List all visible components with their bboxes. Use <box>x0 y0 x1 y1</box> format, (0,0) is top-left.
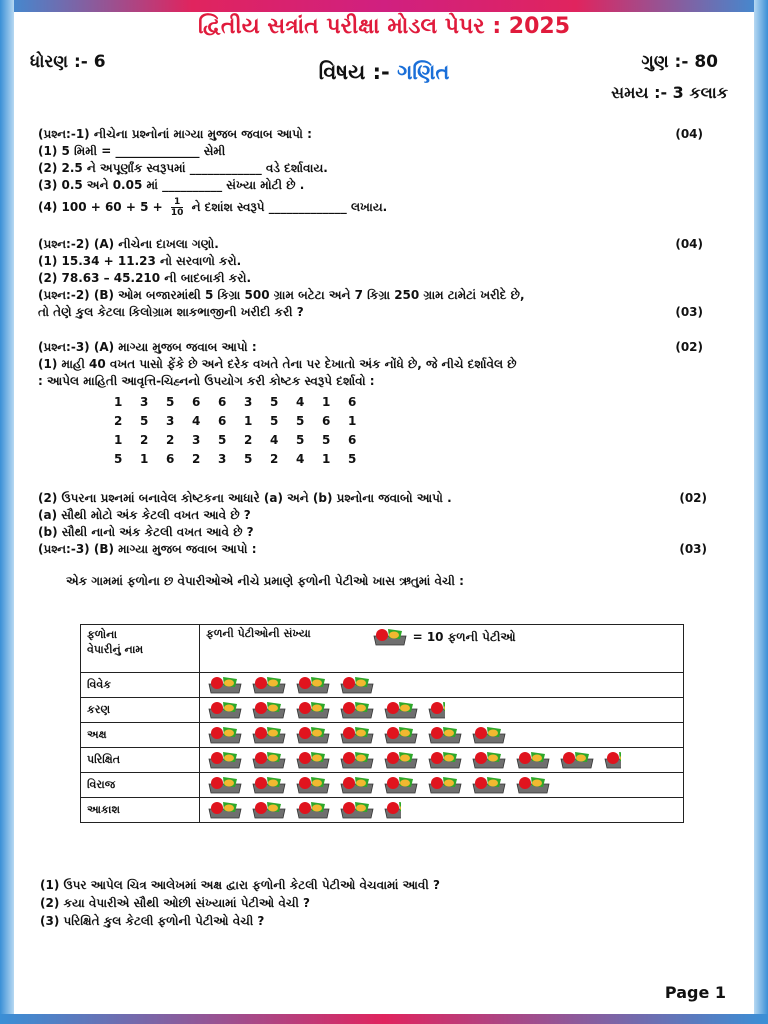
fruit-box-icon <box>206 775 244 795</box>
q1-item4-suffix: ને દશાંશ સ્વરૂપે _____________ લખાય. <box>191 200 388 214</box>
q2-marks: (04) <box>675 237 703 251</box>
marks-label: ગુણ :- 80 <box>641 52 718 72</box>
fruit-box-icon <box>294 700 332 720</box>
page-number: Page 1 <box>664 983 726 1002</box>
pictograph-row <box>81 723 684 748</box>
pictograph-row <box>81 798 684 823</box>
dice-value: 2 <box>192 452 201 466</box>
dice-value: 5 <box>270 395 279 409</box>
standard-label: ધોરણ :- 6 <box>30 52 106 72</box>
pictograph-legend-text: = 10 ફળની પેટીઓ <box>412 629 516 644</box>
dice-value: 6 <box>348 433 357 447</box>
dice-value: 5 <box>244 452 253 466</box>
fruit-box-cell <box>200 773 684 798</box>
dice-value: 6 <box>218 395 227 409</box>
dice-value: 5 <box>166 395 175 409</box>
dice-value: 3 <box>244 395 253 409</box>
fraction-numerator: 1 <box>171 197 184 208</box>
dice-value: 5 <box>114 452 123 466</box>
fruit-box-icon <box>514 750 552 770</box>
fruit-box-icon <box>426 700 464 720</box>
q2-item: (1) 15.34 + 11.23 નો સરવાળો કરો. <box>38 254 242 268</box>
dice-value: 1 <box>322 395 331 409</box>
pictograph-table <box>80 624 684 823</box>
fruit-box-icon <box>558 750 596 770</box>
fruit-box-icon <box>250 775 288 795</box>
fruit-box-icon <box>294 800 332 820</box>
dice-value: 5 <box>322 433 331 447</box>
bottom-border <box>0 1014 768 1024</box>
fruit-box-icon <box>250 700 288 720</box>
top-border <box>0 0 768 12</box>
fruit-box-icon <box>382 775 420 795</box>
fruit-box-icon <box>470 775 508 795</box>
pictograph-body <box>81 673 684 823</box>
question-item: (1) ઉપર આપેલ ચિત્ર આલેખમાં અક્ષ દ્વારા ફળોની કેટલી પેટીઓ વેચવામાં આવી ? <box>40 878 440 892</box>
dice-value: 1 <box>114 433 123 447</box>
fruit-box-cell <box>200 673 684 698</box>
fruit-box-icon <box>338 675 376 695</box>
fruit-box-cell <box>200 748 684 773</box>
q3-part2-marks: (02) <box>679 491 707 505</box>
trader-name: કરણ <box>81 698 200 723</box>
right-border <box>754 0 768 1024</box>
q2b-line: તો તેણે કુલ કેટલા કિલોગ્રામ શાકભાજીની ખરીદી કરી ? <box>38 305 304 319</box>
subject-label: વિષય :- <box>318 60 398 84</box>
q1-item: (3) 0.5 અને 0.05 માં __________ સંખ્યા મોટી છે . <box>38 178 305 192</box>
dice-data-grid <box>114 394 713 468</box>
fruit-box-icon <box>338 750 376 770</box>
q1-heading: (પ્રશ્ન:-1) નીચેના પ્રશ્નોનાં માગ્યા મુજબ જવાબ આપો : <box>38 127 312 141</box>
fruit-box-icon <box>338 800 376 820</box>
fruit-box-icon <box>426 725 464 745</box>
dice-value: 4 <box>270 433 279 447</box>
fruit-box-icon <box>602 750 640 770</box>
fruit-box-icon <box>470 750 508 770</box>
q1-marks: (04) <box>675 127 703 141</box>
dice-value: 4 <box>296 395 305 409</box>
q3-text: (1) માહી 40 વખત પાસો ફેંકે છે અને દરેક વખતે તેના પર દેખાતો અંક નોંધે છે, જે નીચે દર્શાવેલ છે <box>38 357 517 371</box>
fruit-box-icon <box>382 800 420 820</box>
trader-name: પરિક્ષિત <box>81 748 200 773</box>
q3-part2-item: (b) સૌથી નાનો અંક કેટલી વખત આવે છે ? <box>38 525 254 539</box>
dice-value: 1 <box>322 452 331 466</box>
fruit-box-icon <box>338 725 376 745</box>
dice-value: 2 <box>114 414 123 428</box>
pictograph-header-row <box>81 625 684 673</box>
q2-header <box>38 236 713 253</box>
dice-value: 3 <box>192 433 201 447</box>
trader-name: આકાશ <box>81 798 200 823</box>
fruit-box-icon <box>206 750 244 770</box>
dice-value: 6 <box>218 414 227 428</box>
dice-value: 6 <box>192 395 201 409</box>
fruit-box-icon <box>382 725 420 745</box>
q1-item-4 <box>38 197 713 218</box>
dice-value: 2 <box>244 433 253 447</box>
fruit-box-icon <box>206 675 244 695</box>
dice-value: 3 <box>218 452 227 466</box>
fruit-box-icon <box>338 700 376 720</box>
dice-value: 2 <box>140 433 149 447</box>
q3b-header <box>38 541 713 558</box>
fraction <box>171 197 184 218</box>
dice-value: 5 <box>348 452 357 466</box>
q1-item: (2) 2.5 ને અપૂર્ણાંક સ્વરૂપમાં ____________ વડે દર્શાવાય. <box>38 161 328 175</box>
fruit-box-cell <box>200 723 684 748</box>
q2b-row <box>38 304 713 321</box>
q2-item: (2) 78.63 – 45.210 ની બાદબાકી કરો. <box>38 271 252 285</box>
dice-value: 5 <box>140 414 149 428</box>
trader-name: અક્ષ <box>81 723 200 748</box>
fruit-box-icon <box>206 725 244 745</box>
pictograph-col2-header: ફળની પેટીઓની સંખ્યા <box>206 627 311 640</box>
trader-name: વિરાજ <box>81 773 200 798</box>
fruit-box-icon <box>294 725 332 745</box>
dice-value: 2 <box>166 433 175 447</box>
fruit-box-icon <box>250 800 288 820</box>
dice-value: 2 <box>270 452 279 466</box>
pictograph-legend <box>371 627 516 647</box>
q3b-heading: (પ્રશ્ન:-3) (B) માગ્યા મુજબ જવાબ આપો : <box>38 542 257 556</box>
dice-value: 5 <box>296 433 305 447</box>
dice-value: 1 <box>140 452 149 466</box>
fruit-box-icon <box>206 700 244 720</box>
q3-part2-heading: (2) ઉપરના પ્રશ્નમાં બનાવેલ કોષ્ટકના આધારે (a) અને (b) પ્રશ્નોના જવાબો આપો . <box>38 491 452 505</box>
q3b-intro: એક ગામમાં ફળોના છ વેપારીઓએ નીચે પ્રમાણે ફળોની પેટીઓ ખાસ ઋતુમાં વેચી : <box>66 574 464 588</box>
q3b-marks: (03) <box>679 542 707 556</box>
q3-text: : આપેલ માહિતી આવૃત્તિ-ચિહ્નનો ઉપયોગ કરી કોષ્ટક સ્વરૂપે દર્શાવો : <box>38 374 375 388</box>
q3-part2-item: (a) સૌથી મોટો અંક કેટલી વખત આવે છે ? <box>38 508 251 522</box>
q1-item: (1) 5 મિમી = ______________ સેમી <box>38 144 226 158</box>
q3-part2-header <box>38 490 713 507</box>
fruit-box-icon <box>294 750 332 770</box>
dice-value: 1 <box>244 414 253 428</box>
dice-value: 4 <box>296 452 305 466</box>
fruit-box-icon <box>250 675 288 695</box>
fruit-box-icon <box>470 725 508 745</box>
question-item: (2) કયા વેપારીએ સૌથી ઓછી સંખ્યામાં પેટીઓ વેચી ? <box>40 896 311 910</box>
fruit-box-icon <box>426 775 464 795</box>
trader-name: વિવેક <box>81 673 200 698</box>
dice-value: 6 <box>166 452 175 466</box>
subject-value: ગણિત <box>397 60 450 84</box>
pictograph-row <box>81 698 684 723</box>
dice-value: 5 <box>218 433 227 447</box>
q2b-marks: (03) <box>675 305 703 319</box>
fruit-box-icon <box>382 750 420 770</box>
fruit-box-icon <box>371 627 409 647</box>
fruit-box-icon <box>382 700 420 720</box>
q3-marks: (02) <box>675 340 703 354</box>
pictograph-row <box>81 748 684 773</box>
fruit-box-icon <box>426 750 464 770</box>
fruit-box-cell <box>200 698 684 723</box>
dice-value: 4 <box>192 414 201 428</box>
dice-value: 6 <box>322 414 331 428</box>
dice-value: 6 <box>348 395 357 409</box>
dice-value: 3 <box>140 395 149 409</box>
q1-header <box>38 126 713 143</box>
fruit-box-cell <box>200 798 684 823</box>
fruit-box-icon <box>294 775 332 795</box>
dice-value: 5 <box>296 414 305 428</box>
question-item: (3) પરિક્ષિતે કુલ કેટલી ફળોની પેટીઓ વેચી ? <box>40 914 265 928</box>
q1-item4-prefix: (4) 100 + 60 + 5 + <box>38 200 163 214</box>
page-title: દ્વિતીય સત્રાંત પરીક્ષા મોડલ પેપર : 2025 <box>197 14 571 39</box>
pictograph-col1-header: ફળોના વેપારીનું નામ <box>81 625 200 673</box>
dice-value: 3 <box>166 414 175 428</box>
fruit-box-icon <box>338 775 376 795</box>
pictograph-row <box>81 673 684 698</box>
dice-value: 1 <box>348 414 357 428</box>
fruit-box-icon <box>514 775 552 795</box>
q2b-line: (પ્રશ્ન:-2) (B) ઓમ બજારમાંથી 5 કિગ્રા 500 ગ્રામ બટેટા અને 7 કિગ્રા 250 ગ્રામ ટામેટાં ખરીદે છે, <box>38 288 525 302</box>
fraction-denominator: 10 <box>170 208 184 218</box>
fruit-box-icon <box>250 750 288 770</box>
dice-value: 1 <box>114 395 123 409</box>
question-content <box>38 126 713 590</box>
fruit-box-icon <box>250 725 288 745</box>
pictograph-questions <box>40 876 700 930</box>
pictograph-row <box>81 773 684 798</box>
q2-heading: (પ્રશ્ન:-2) (A) નીચેના દાખલા ગણો. <box>38 237 219 251</box>
fruit-box-icon <box>206 800 244 820</box>
time-label: સમય :- 3 કલાક <box>611 83 728 102</box>
left-border <box>0 0 14 1024</box>
q3-heading: (પ્રશ્ન:-3) (A) માગ્યા મુજબ જવાબ આપો : <box>38 340 257 354</box>
q3-header <box>38 339 713 356</box>
pictograph-col2-header-cell <box>200 625 684 673</box>
dice-value: 5 <box>270 414 279 428</box>
fruit-box-icon <box>294 675 332 695</box>
